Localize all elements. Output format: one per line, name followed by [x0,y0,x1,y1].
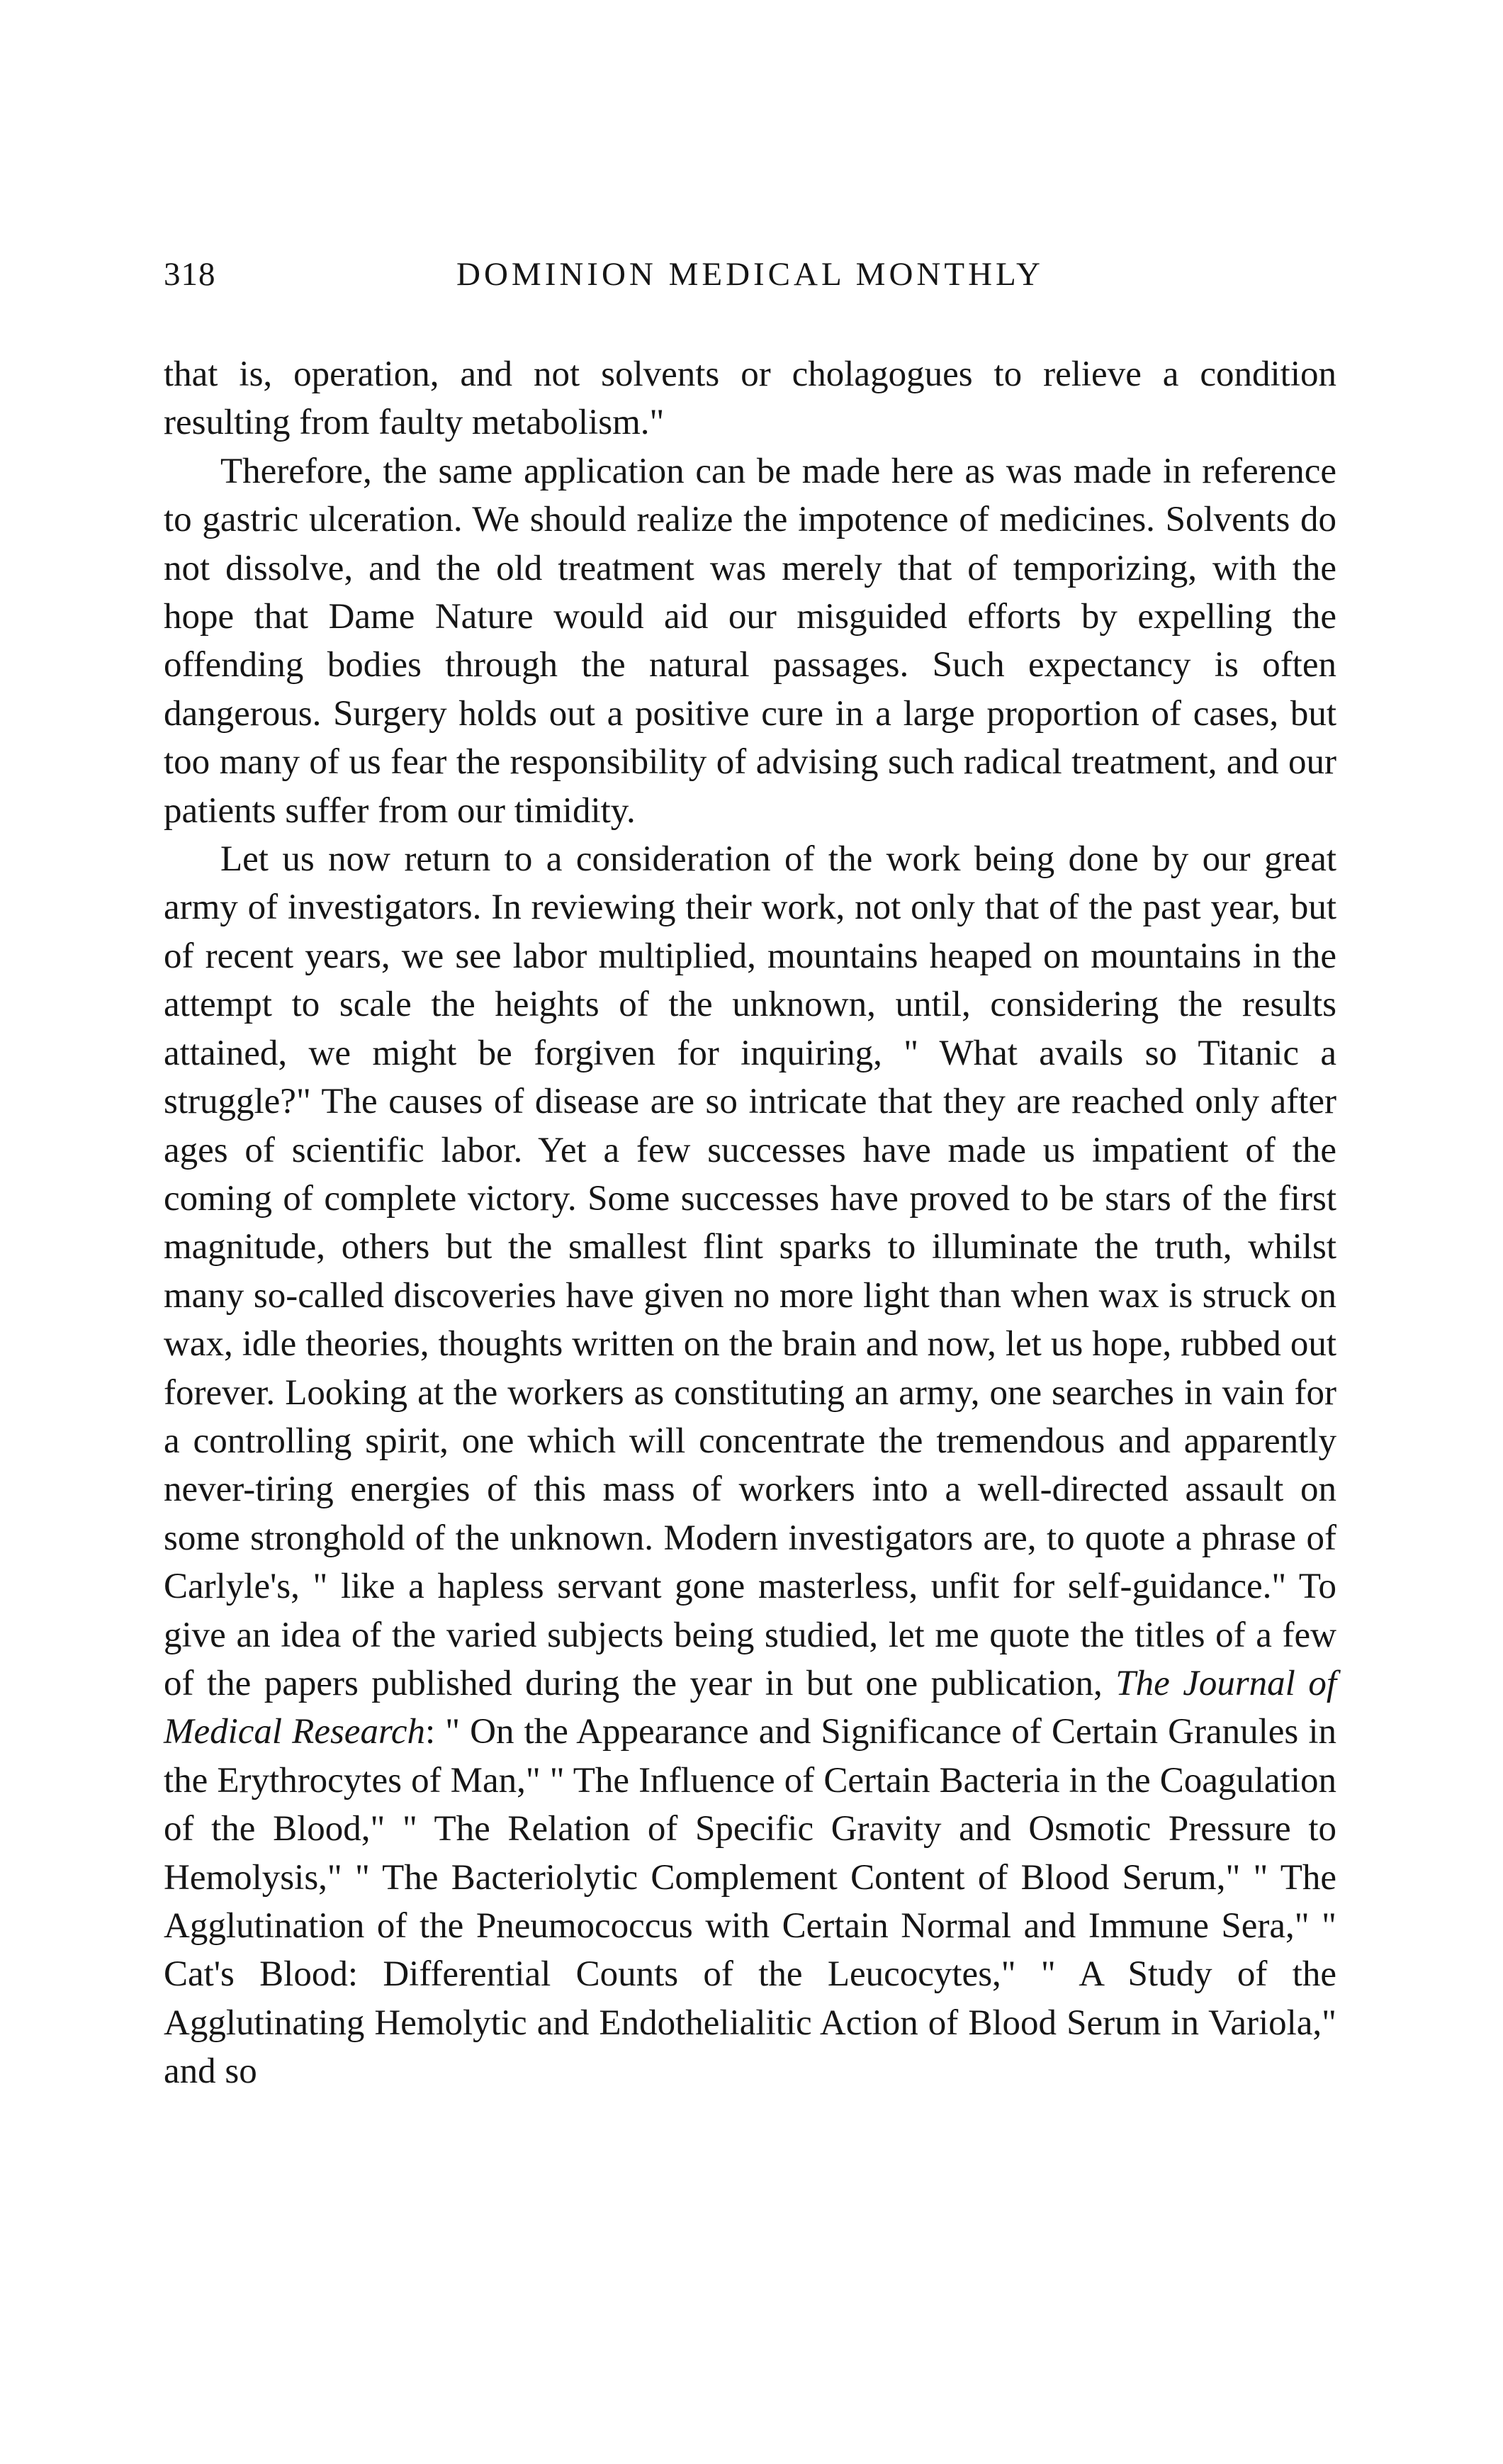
paragraph [164,350,1336,447]
text-segment: : " On the Appearance and Significance of Certain Granules in the Erythrocytes of Man," " The Influence of Certain Bacteria in the Coagulation of the Blood," " The Relation of Specific Gravity and Osmotic Pressure to Hemolysis," " The Bacteriolytic Complement Content of Blood Serum," " The Agglutination of the Pneumococcus with Certain Normal and Immune Sera," " Cat's Blood: Differential Counts of the Leucocytes," " A Study of the Agglutinating Hemolytic and Endothelialitic Action of Blood Serum in Variola," and so [164,1712,1336,2092]
text-segment: Let us now return to a consideration of the work being done by our great army of investigators. In reviewing their work, not only that of the past year, but of recent years, we see labor multiplied, mountains heaped on mountains in the attempt to scale the heights of the unknown, until, considering the results attained, we might be forgiven for inquiring, " What avails so Titanic a struggle?" The causes of disease are so intricate that they are reached only after ages of scientific labor. Yet a few successes have made us impatient of the coming of complete victory. Some successes have proved to be stars of the first magnitude, others but the smallest flint sparks to illuminate the truth, whilst many so-called discoveries have given no more light than when wax is struck on wax, idle theories, thoughts written on the brain and now, let us hope, rubbed out forever. Looking at the workers as constituting an army, one searches in vain for a controlling spirit, one which will concentrate the tremendous and apparently never-tiring energies of this mass of workers into a well-directed assault on some stronghold of the unknown. Modern investigators are, to quote a phrase of Carlyle's, " like a hapless servant gone masterless, unfit for self-guidance." To give an idea of the varied subjects being studied, let me quote the titles of a few of the papers published during the year in but one publication, [164,839,1336,1703]
body-text [164,350,1336,2096]
page-number: 318 [164,256,216,293]
paragraph [164,447,1336,835]
running-title: DOMINION MEDICAL MONTHLY [456,256,1044,293]
paragraph [164,835,1336,2096]
journal-title: The Journal of Medical Research [164,1663,1336,1752]
page-header [164,255,1336,301]
text-segment: Therefore, the same application can be made here as was made in reference to gastric ulceration. We should realize the impotence of medicines. Solvents do not dissolve, and the old treatment was merely that of temporizing, with the hope that Dame Nature would aid our misguided efforts by expelling the offending bodies through the natural passages. Such expectancy is often dangerous. Surgery holds out a positive cure in a large proportion of cases, but too many of us fear the responsibility of advising such radical treatment, and our patients suffer from our timidity. [164,451,1336,831]
text-segment: that is, operation, and not solvents or cholagogues to relieve a condition resulting from faulty metabolism." [164,354,1336,443]
document-page [164,255,1336,2096]
